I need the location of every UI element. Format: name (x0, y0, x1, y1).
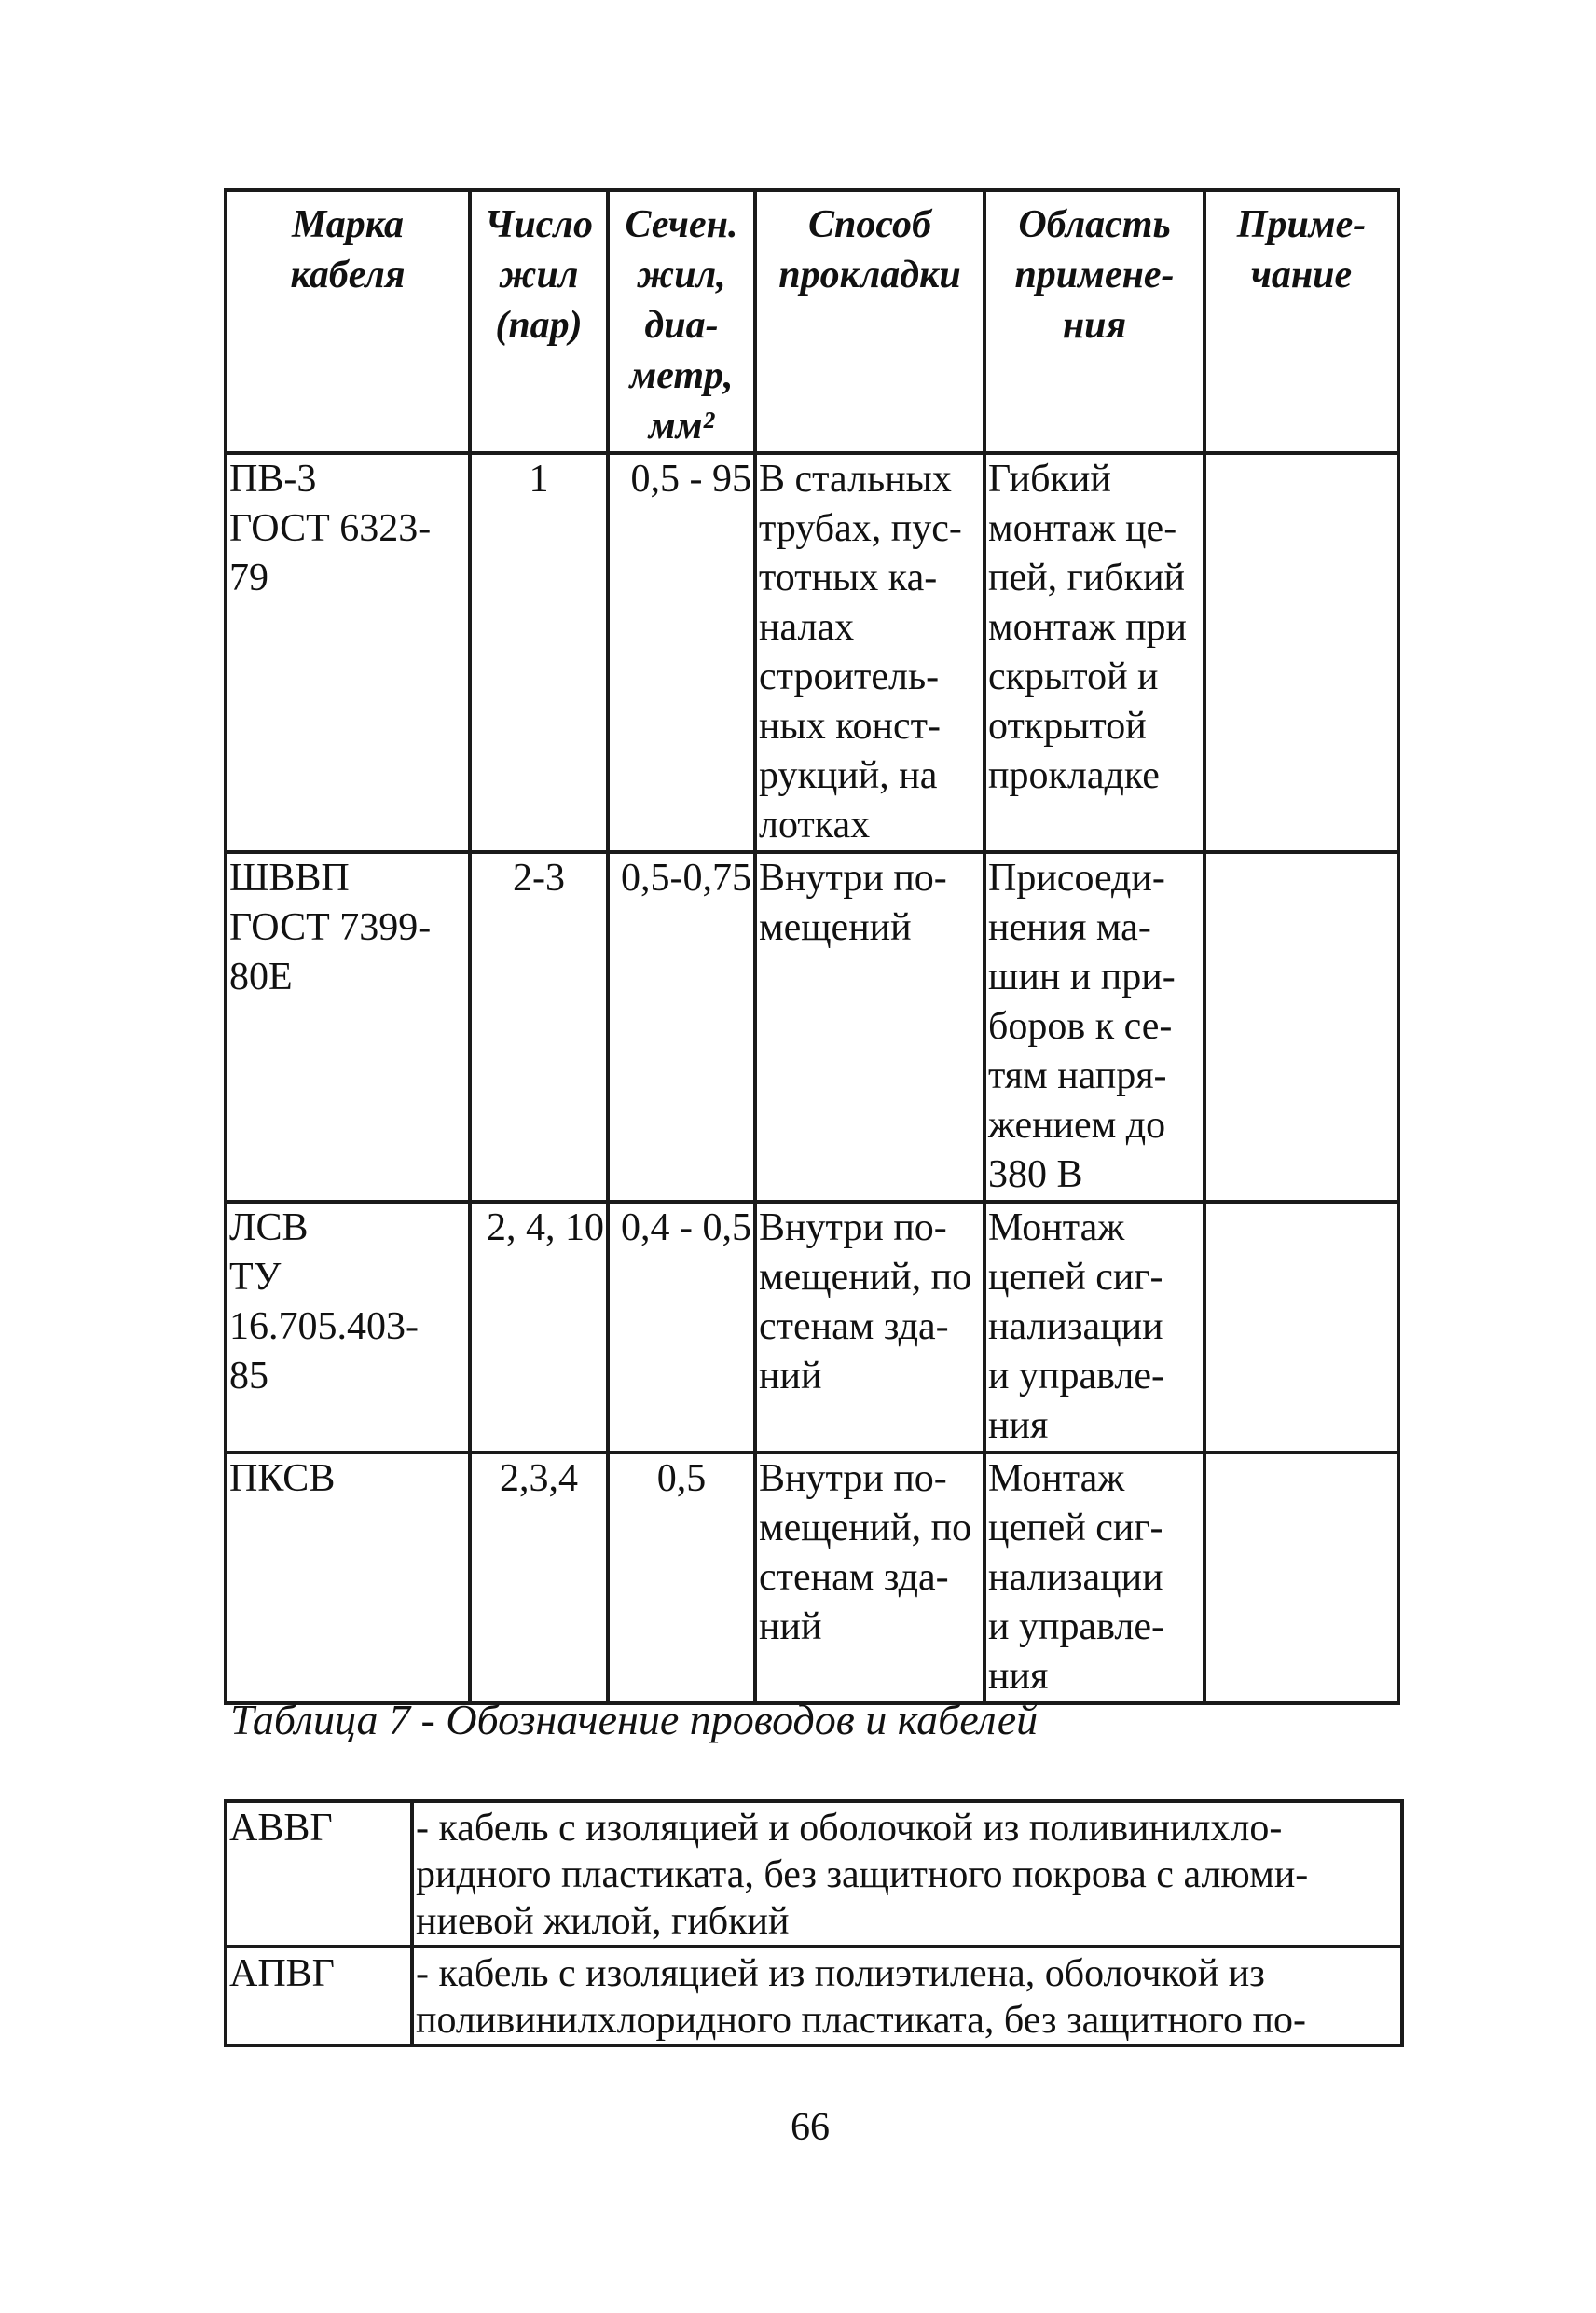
cell-description: - кабель с изоляцией из полиэтилена, оболочкой из поливинилхлоридного пластиката, без защитного по- (412, 1947, 1402, 2045)
header-note: Приме- чание (1204, 190, 1398, 453)
cell-core-section: 0,5 - 95 (608, 453, 755, 852)
abbreviations-table (224, 1799, 1404, 2047)
cell-core-section: 0,5-0,75 (608, 852, 755, 1202)
cell-laying-method: Внутри по- мещений (755, 852, 984, 1202)
cell-core-section: 0,4 - 0,5 (608, 1202, 755, 1453)
cell-abbreviation: АПВГ (226, 1947, 412, 2045)
cell-note (1204, 453, 1398, 852)
cell-laying-method: В стальных трубах, пус- тотных ка- налах строитель- ных конст- рукций, на лотках (755, 453, 984, 852)
cell-core-count: 1 (470, 453, 608, 852)
cell-application-area: Присоеди- нения ма- шин и при- боров к се- тям напря- жением до 380 В (984, 852, 1204, 1202)
table-header-row (226, 190, 1398, 453)
cell-application-area: Монтаж цепей сиг- нализации и управле- ния (984, 1453, 1204, 1703)
cell-cable-brand: ШВВП ГОСТ 7399- 80Е (226, 852, 470, 1202)
header-cable-brand: Марка кабеля (226, 190, 470, 453)
header-laying-method: Способ прокладки (755, 190, 984, 453)
cell-core-count: 2,3,4 (470, 1453, 608, 1703)
cell-note (1204, 1453, 1398, 1703)
cell-abbreviation: АВВГ (226, 1801, 412, 1947)
table-row (226, 852, 1398, 1202)
table-row (226, 1202, 1398, 1453)
cell-core-section: 0,5 (608, 1453, 755, 1703)
table-row (226, 453, 1398, 852)
cell-core-count: 2-3 (470, 852, 608, 1202)
cell-core-count: 2, 4, 10 (470, 1202, 608, 1453)
cell-note (1204, 1202, 1398, 1453)
cell-note (1204, 852, 1398, 1202)
cell-laying-method: Внутри по- мещений, по стенам зда- ний (755, 1202, 984, 1453)
cell-description: - кабель с изоляцией и оболочкой из поливинилхло-ридного пластиката, без защитного покрова с алюми-ниевой жилой, гибкий (412, 1801, 1402, 1947)
header-core-count: Число жил (пар) (470, 190, 608, 453)
cell-laying-method: Внутри по- мещений, по стенам зда- ний (755, 1453, 984, 1703)
header-application-area: Область примене- ния (984, 190, 1204, 453)
table-row (226, 1801, 1402, 1947)
cable-brands-table (224, 188, 1400, 1705)
cell-application-area: Монтаж цепей сиг- нализации и управле- ния (984, 1202, 1204, 1453)
header-core-section: Сечен. жил, диа- метр, мм² (608, 190, 755, 453)
cell-cable-brand: ЛСВ ТУ 16.705.403- 85 (226, 1202, 470, 1453)
cell-application-area: Гибкий монтаж це- пей, гибкий монтаж при скрытой и открытой прокладке (984, 453, 1204, 852)
cell-cable-brand: ПВ-3 ГОСТ 6323- 79 (226, 453, 470, 852)
table-row (226, 1453, 1398, 1703)
cell-cable-brand: ПКСВ (226, 1453, 470, 1703)
table-row (226, 1947, 1402, 2045)
page-number: 66 (791, 2106, 830, 2149)
table-caption: Таблица 7 - Обозначение проводов и кабелей (230, 1696, 1039, 1743)
